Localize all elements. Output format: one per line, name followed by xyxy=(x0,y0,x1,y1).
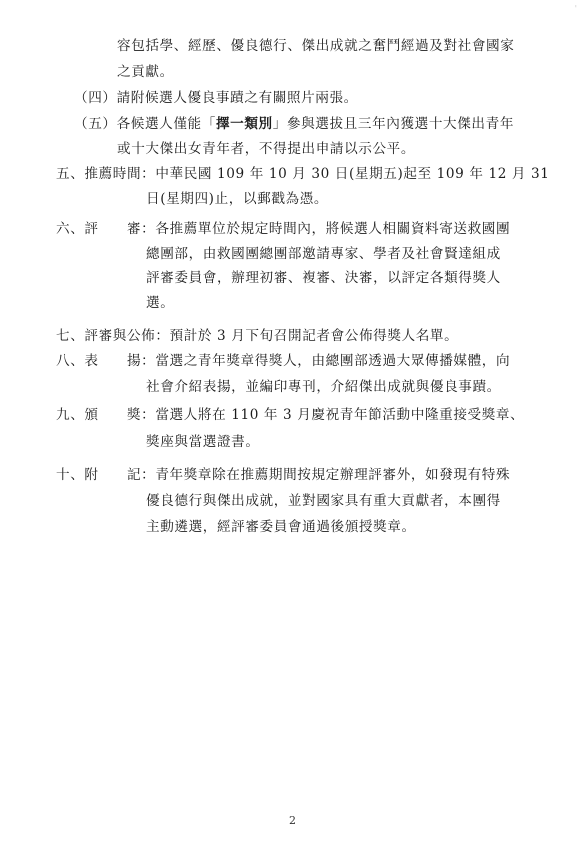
section-eight-line-1: 八、表 揚：當選之青年獎章得獎人，由總團部透過大眾傳播媒體，向 xyxy=(56,353,511,369)
subitem-five-prefix: （五）各候選人僅能「 xyxy=(74,116,216,132)
section-five-line-1: 五、推薦時間：中華民國 109 年 10 月 30 日(星期五)起至 109 年 12 月 31 xyxy=(56,166,550,182)
subitem-five-emphasis: 擇一類別 xyxy=(215,116,273,132)
section-four-3-continuation-line-2: 之貢獻。 xyxy=(117,64,174,80)
section-five-line-2: 日(星期四)止，以郵戳為憑。 xyxy=(146,191,329,207)
page-number: 2 xyxy=(289,814,296,827)
section-six-line-3: 評審委員會，辦理初審、複審、決審，以評定各類得獎人 xyxy=(146,270,501,286)
section-eight-line-2: 社會介紹表揚，並編印專刊，介紹傑出成就與優良事蹟。 xyxy=(146,379,501,395)
section-nine-line-1: 九、頒 獎：當選人將在 110 年 3 月慶祝青年節活動中隆重接受獎章、 xyxy=(56,407,525,423)
scan-mark: ' xyxy=(574,4,577,13)
section-nine-line-2: 獎座與當選證書。 xyxy=(146,434,260,450)
section-four-3-continuation-line-1: 容包括學、經歷、優良德行、傑出成就之奮鬥經過及對社會國家 xyxy=(117,38,515,54)
section-six-line-1: 六、評 審：各推薦單位於規定時間內，將候選人相關資料寄送救國團 xyxy=(56,221,511,237)
subitem-five-line-1 xyxy=(74,114,514,134)
section-seven: 七、評審與公佈：預計於 3 月下旬召開記者會公佈得獎人名單。 xyxy=(56,328,459,344)
section-six-line-2: 總團部，由救國團總團部邀請專家、學者及社會賢達組成 xyxy=(146,246,501,262)
section-six-line-4: 選。 xyxy=(146,295,175,311)
section-ten-line-2: 優良德行與傑出成就，並對國家具有重大貢獻者，本團得 xyxy=(146,493,501,509)
section-ten-line-3: 主動遴選，經評審委員會通過後頒授獎章。 xyxy=(146,519,416,535)
subitem-four: （四）請附候選人優良事蹟之有關照片兩張。 xyxy=(74,90,358,106)
subitem-five-line-2: 或十大傑出女青年者，不得提出申請以示公平。 xyxy=(117,141,416,157)
section-ten-line-1: 十、附 記：青年獎章除在推薦期間按規定辦理評審外，如發現有特殊 xyxy=(56,467,511,483)
subitem-five-suffix: 」參與選拔且三年內獲選十大傑出青年 xyxy=(272,116,515,132)
